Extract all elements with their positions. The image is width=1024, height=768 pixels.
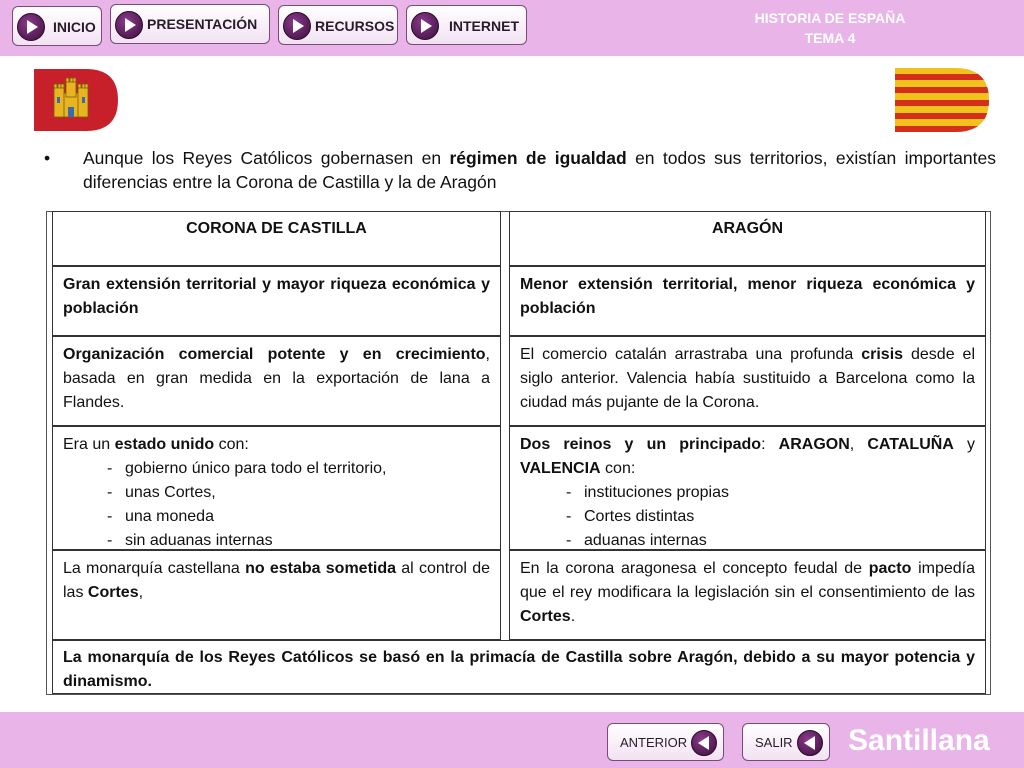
nav-label: RECURSOS xyxy=(315,18,395,34)
intro-paragraph xyxy=(44,146,996,194)
table-conclusion-row xyxy=(52,640,986,694)
cell-text: Era un xyxy=(63,436,115,453)
nav-inicio-button[interactable] xyxy=(12,6,102,46)
column-title: CORONA DE CASTILLA xyxy=(186,220,367,237)
table-cell-aragon-row4: En la corona aragonesa el concepto feudal de pacto impedía que el rey modificara la legislación sin el consentimiento de las Cortes. xyxy=(509,550,986,640)
cell-text: desde el siglo anterior. Valencia había sustituido a Barcelona como la ciudad más pujante de la Corona. xyxy=(520,346,975,411)
intro-text: en todos sus territorios, existían importantes diferencias entre la Corona de Castilla y la de Aragón xyxy=(83,148,996,192)
play-arrow-icon xyxy=(115,11,143,39)
cell-bold-text: Cortes xyxy=(520,608,571,625)
castle-emblem-icon xyxy=(34,67,120,133)
nav-label: INTERNET xyxy=(449,18,519,34)
exit-button[interactable] xyxy=(742,723,830,761)
button-label: SALIR xyxy=(755,735,793,750)
cell-bold-text: ARAGON xyxy=(778,436,850,453)
cell-bold-text: no estaba sometida xyxy=(245,560,397,577)
table-cell-castilla-row1 xyxy=(52,266,501,336)
cell-bold-text: Organización comercial potente y en crecimiento xyxy=(63,346,486,363)
nav-recursos-button[interactable] xyxy=(278,5,398,45)
intro-bold-text: régimen de igualdad xyxy=(449,148,627,168)
cell-bold-text: CATALUÑA xyxy=(867,436,954,453)
column-title: ARAGÓN xyxy=(711,220,784,237)
course-title-line1: HISTORIA DE ESPAÑA xyxy=(754,10,906,26)
intro-text: Aunque los Reyes Católicos gobernasen en xyxy=(83,148,450,168)
previous-button[interactable] xyxy=(607,723,724,761)
list-item: - Cortes distintas xyxy=(566,508,695,525)
list-item: - una moneda xyxy=(107,508,214,525)
table-header-aragon xyxy=(509,211,986,266)
table-cell-castilla-row4: La monarquía castellana no estaba sometida al control de las Cortes, xyxy=(52,550,501,640)
cell-bold-text: Dos reinos y un principado xyxy=(520,436,762,453)
list-item: - aduanas internas xyxy=(566,532,707,549)
cell-text: , basada en gran medida en la exportación de lana a Flandes. xyxy=(63,346,490,411)
castilla-feature-list xyxy=(107,457,490,553)
bullet-icon: • xyxy=(44,148,51,168)
play-arrow-icon xyxy=(17,13,45,41)
nav-internet-button[interactable] xyxy=(406,5,527,45)
table-cell-castilla-row3 xyxy=(52,426,501,550)
table-cell-castilla-row2 xyxy=(52,336,501,426)
cell-bold-text: estado unido xyxy=(114,436,215,453)
nav-presentacion-button[interactable] xyxy=(110,4,270,44)
aragon-feature-list xyxy=(566,481,975,553)
list-item: - sin aduanas internas xyxy=(107,532,273,549)
cell-text: Menor extensión territorial, menor riqueza económica y población xyxy=(520,276,975,317)
aragon-stripes-emblem-icon xyxy=(895,67,991,133)
cell-text: Gran extensión territorial y mayor riqueza económica y población xyxy=(63,276,490,317)
cell-bold-text: crisis xyxy=(861,346,904,363)
table-cell-aragon-row3: Dos reinos y un principado: ARAGON, CATALUÑA y VALENCIA con: - instituciones propias - Cortes distintas - aduanas internas xyxy=(509,426,986,550)
list-item: - unas Cortes, xyxy=(107,484,216,501)
play-arrow-icon xyxy=(411,12,439,40)
list-item: - instituciones propias xyxy=(566,484,729,501)
course-title-line2: TEMA 4 xyxy=(804,30,856,46)
table-header-castilla xyxy=(52,211,501,266)
cell-bold-text: Cortes xyxy=(87,584,139,601)
back-arrow-icon xyxy=(797,730,823,756)
cell-text: El comercio catalán arrastraba una profunda xyxy=(520,346,862,363)
cell-text: con: xyxy=(214,436,249,453)
list-item: - gobierno único para todo el territorio, xyxy=(107,460,387,477)
button-label: ANTERIOR xyxy=(620,735,688,750)
nav-label: PRESENTACIÓN xyxy=(147,16,258,32)
course-title xyxy=(740,8,920,48)
cell-bold-text: VALENCIA xyxy=(520,460,601,477)
nav-label: INICIO xyxy=(53,19,96,35)
play-arrow-icon xyxy=(283,12,311,40)
table-cell-aragon-row2 xyxy=(509,336,986,426)
table-cell-aragon-row1 xyxy=(509,266,986,336)
back-arrow-icon xyxy=(691,730,717,756)
cell-bold-text: pacto xyxy=(868,560,912,577)
brand-logo: Santillana xyxy=(848,724,990,757)
conclusion-text: La monarquía de los Reyes Católicos se basó en la primacía de Castilla sobre Aragón, debido a su mayor potencia y dinamismo. xyxy=(63,649,975,690)
